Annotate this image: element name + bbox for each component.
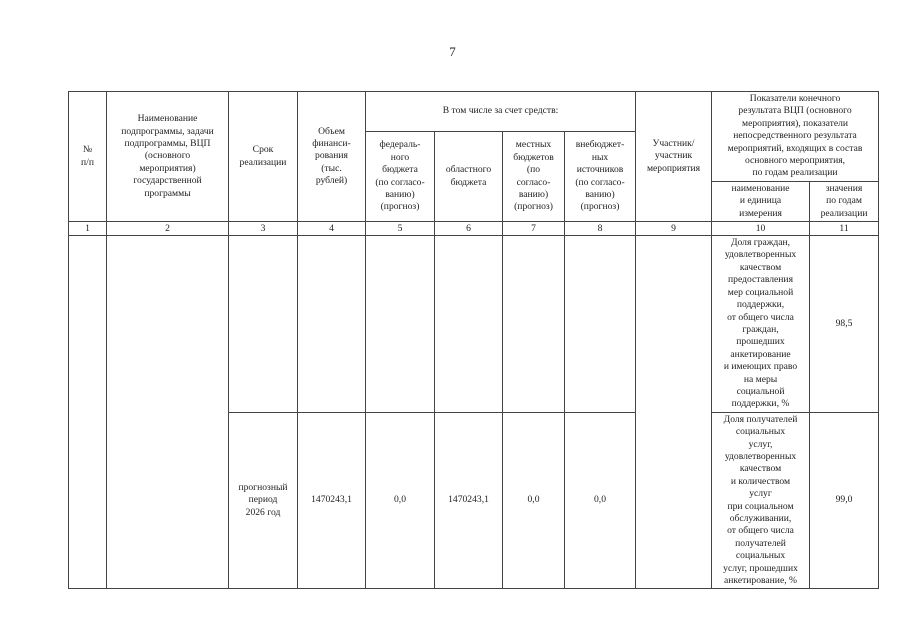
header-num: № п/п	[69, 92, 107, 222]
header-local: местных бюджетов (по согласо- ванию) (прогноз)	[503, 132, 565, 222]
cell-local: 0,0	[503, 412, 565, 589]
column-number: 5	[366, 222, 435, 236]
cell-federal: 0,0	[366, 412, 435, 589]
header-federal: федераль- ного бюджета (по согласо- ванию) (прогноз)	[366, 132, 435, 222]
cell-extra	[565, 236, 636, 413]
cell-term: прогнозный период 2026 год	[229, 412, 298, 589]
header-sources-group: В том числе за счет средств:	[366, 92, 636, 132]
header-indicator-values: значения по годам реализации	[810, 181, 879, 221]
column-number: 3	[229, 222, 298, 236]
column-number: 11	[810, 222, 879, 236]
cell-term	[229, 236, 298, 413]
header-volume: Объем финанси- рования (тыс. рублей)	[298, 92, 366, 222]
header-participant: Участник/ участник мероприятия	[636, 92, 712, 222]
cell-volume	[298, 236, 366, 413]
cell-extra: 0,0	[565, 412, 636, 589]
header-indicators-group: Показатели конечного результата ВЦП (основного мероприятия), показатели непосредственного результата мероприятий, входящих в состав основного мероприятия, по годам реализации	[712, 92, 879, 182]
column-number: 8	[565, 222, 636, 236]
column-number: 7	[503, 222, 565, 236]
column-number: 2	[107, 222, 229, 236]
header-extra: внебюджет- ных источников (по согласо- ванию) (прогноз)	[565, 132, 636, 222]
program-table	[68, 91, 879, 589]
indicator-name: Доля получателей социальных услуг, удовлетворенных качеством и количеством услуг при социальном обслуживании, от общего числа получателей социальных услуг, прошедших анкетирование, %	[712, 412, 810, 589]
page-number: 7	[449, 44, 456, 59]
indicator-value: 99,0	[810, 412, 879, 589]
header-name: Наименование подпрограммы, задачи подпрограммы, ВЦП (основного мероприятия) государственной программы	[107, 92, 229, 222]
column-number: 1	[69, 222, 107, 236]
header-indicator-name: наименование и единица измерения	[712, 181, 810, 221]
column-number: 4	[298, 222, 366, 236]
cell-volume: 1470243,1	[298, 412, 366, 589]
indicator-value: 98,5	[810, 236, 879, 413]
column-number: 9	[636, 222, 712, 236]
header-regional: областного бюджета	[435, 132, 503, 222]
cell-regional	[435, 236, 503, 413]
cell-federal	[366, 236, 435, 413]
cell-local	[503, 236, 565, 413]
cell-num	[69, 236, 107, 589]
header-term: Срок реализации	[229, 92, 298, 222]
indicator-name: Доля граждан, удовлетворенных качеством предоставления мер социальной поддержки, от общего числа граждан, прошедших анкетирование и имеющих право на меры социальной поддержки, %	[712, 236, 810, 413]
cell-name	[107, 236, 229, 589]
cell-participant	[636, 236, 712, 589]
column-number: 6	[435, 222, 503, 236]
column-number: 10	[712, 222, 810, 236]
cell-regional: 1470243,1	[435, 412, 503, 589]
